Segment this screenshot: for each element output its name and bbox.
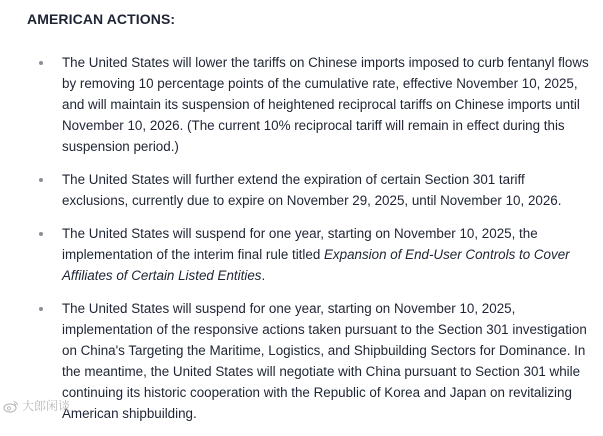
watermark bbox=[3, 397, 70, 414]
section-heading: AMERICAN ACTIONS: bbox=[27, 11, 176, 27]
weibo-logo-icon bbox=[3, 399, 19, 413]
list-item bbox=[0, 52, 603, 157]
list-item-text: The United States will lower the tariffs on Chinese imports imposed to curb fentanyl flows by removing 10 percentage points of the cumulative rate, effective November 10, 2025, and will maintain its suspension of heightened reciprocal tariffs on Chinese imports until November 10, 2026. (The current 10% reciprocal tariff will remain in effect during this suspension period.) bbox=[62, 55, 589, 154]
bullet-icon bbox=[39, 307, 43, 311]
list-item bbox=[0, 298, 603, 424]
list-item bbox=[0, 223, 603, 286]
actions-list bbox=[0, 52, 603, 436]
list-item-text: The United States will further extend the expiration of certain Section 301 tariff exclusions, currently due to expire on November 29, 2025, until November 10, 2026. bbox=[62, 172, 562, 208]
bullet-icon bbox=[39, 232, 43, 236]
list-item bbox=[0, 169, 603, 211]
list-item-text-after: . bbox=[261, 268, 266, 283]
bullet-icon bbox=[39, 61, 43, 65]
list-item-text: The United States will suspend for one year, starting on November 10, 2025, implementation of the responsive actions taken pursuant to the Section 301 investigation on China's Targeting the Maritime, Logistics, and Shipbuilding Sectors for Dominance. In the meantime, the United States will negotiate with China pursuant to Section 301 while continuing its historic cooperation with the Republic of Korea and Japan on revitalizing American shipbuilding. bbox=[62, 301, 587, 421]
watermark-text: 大郎闲谈 bbox=[22, 399, 71, 413]
list-item-text-before: The United States will suspend for one year, starting on November 10, 2025, the implementation of the interim final rule titled bbox=[62, 226, 538, 262]
bullet-icon bbox=[39, 178, 43, 182]
rule-title: Expansion of End-User Controls to Cover Affiliates of Certain Listed Entities bbox=[62, 247, 570, 283]
